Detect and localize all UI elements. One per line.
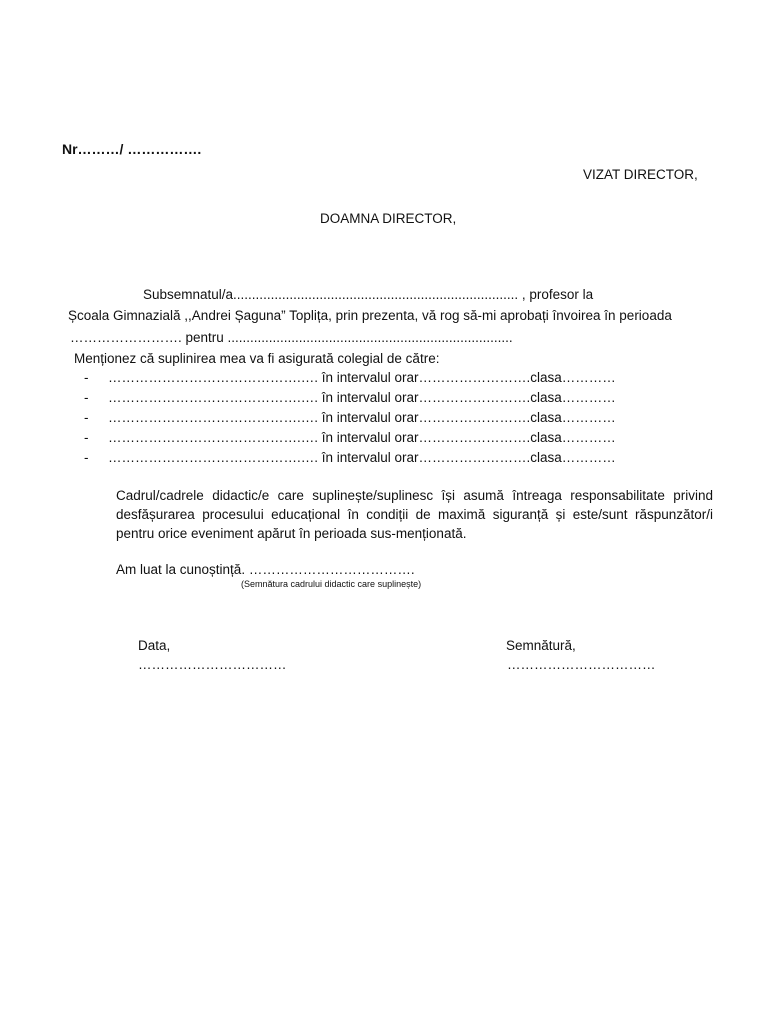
list-item [84, 371, 616, 391]
date-label: Data, [138, 638, 171, 653]
list-item [84, 411, 616, 431]
substitutes-list [84, 371, 616, 471]
list-dash: - [84, 430, 89, 445]
body-line-substitution: Menționez că suplinirea mea va fi asigurată colegial de către: [74, 351, 440, 366]
list-item-text: …………………………………….…. în intervalul orar…………………….clasa………… [108, 430, 616, 445]
list-dash: - [84, 450, 89, 465]
acknowledgement-caption: (Semnătura cadrului didactic care suplinește) [241, 579, 422, 589]
list-item [84, 451, 616, 471]
list-dash: - [84, 410, 89, 425]
list-item-text: …………………………………….…. în intervalul orar…………………….clasa………… [108, 390, 616, 405]
signature-label: Semnătură, [506, 638, 576, 653]
body-line-period: ……………………. pentru ............................................................................ [70, 330, 513, 345]
signature-field: …………………………… [507, 657, 656, 672]
list-dash: - [84, 370, 89, 385]
date-field: …………………………… [138, 657, 287, 672]
registration-number: Nr………/ ……………. [62, 141, 202, 157]
director-approval-label: VIZAT DIRECTOR, [583, 167, 698, 182]
acknowledgement-line: Am luat la cunoștință. ………………………………. [116, 562, 415, 577]
list-item-text: …………………………………….…. în intervalul orar…………………….clasa………… [108, 450, 616, 465]
responsibility-paragraph: Cadrul/cadrele didactic/e care suplinește/suplinesc își asumă întreaga responsabilitate privind desfășurarea procesului educațional în condiții de maximă siguranță și este/sunt răspunzător/i pentru orice eveniment apărut în perioada sus-menționată. [116, 488, 713, 541]
body-line-request: Școala Gimnazială ,,Andrei Șaguna” Toplița, prin prezenta, vă rog să-mi aprobați învoirea în perioada [68, 308, 672, 323]
list-item-text: …………………………………….…. în intervalul orar…………………….clasa………… [108, 410, 616, 425]
list-item [84, 391, 616, 411]
list-item-text: …………………………………….…. în intervalul orar…………………….clasa………… [108, 370, 616, 385]
salutation: DOAMNA DIRECTOR, [320, 211, 457, 226]
list-dash: - [84, 390, 89, 405]
body-line-undersigned: Subsemnatul/a............................................................................ , profesor la [143, 287, 594, 302]
list-item [84, 431, 616, 451]
